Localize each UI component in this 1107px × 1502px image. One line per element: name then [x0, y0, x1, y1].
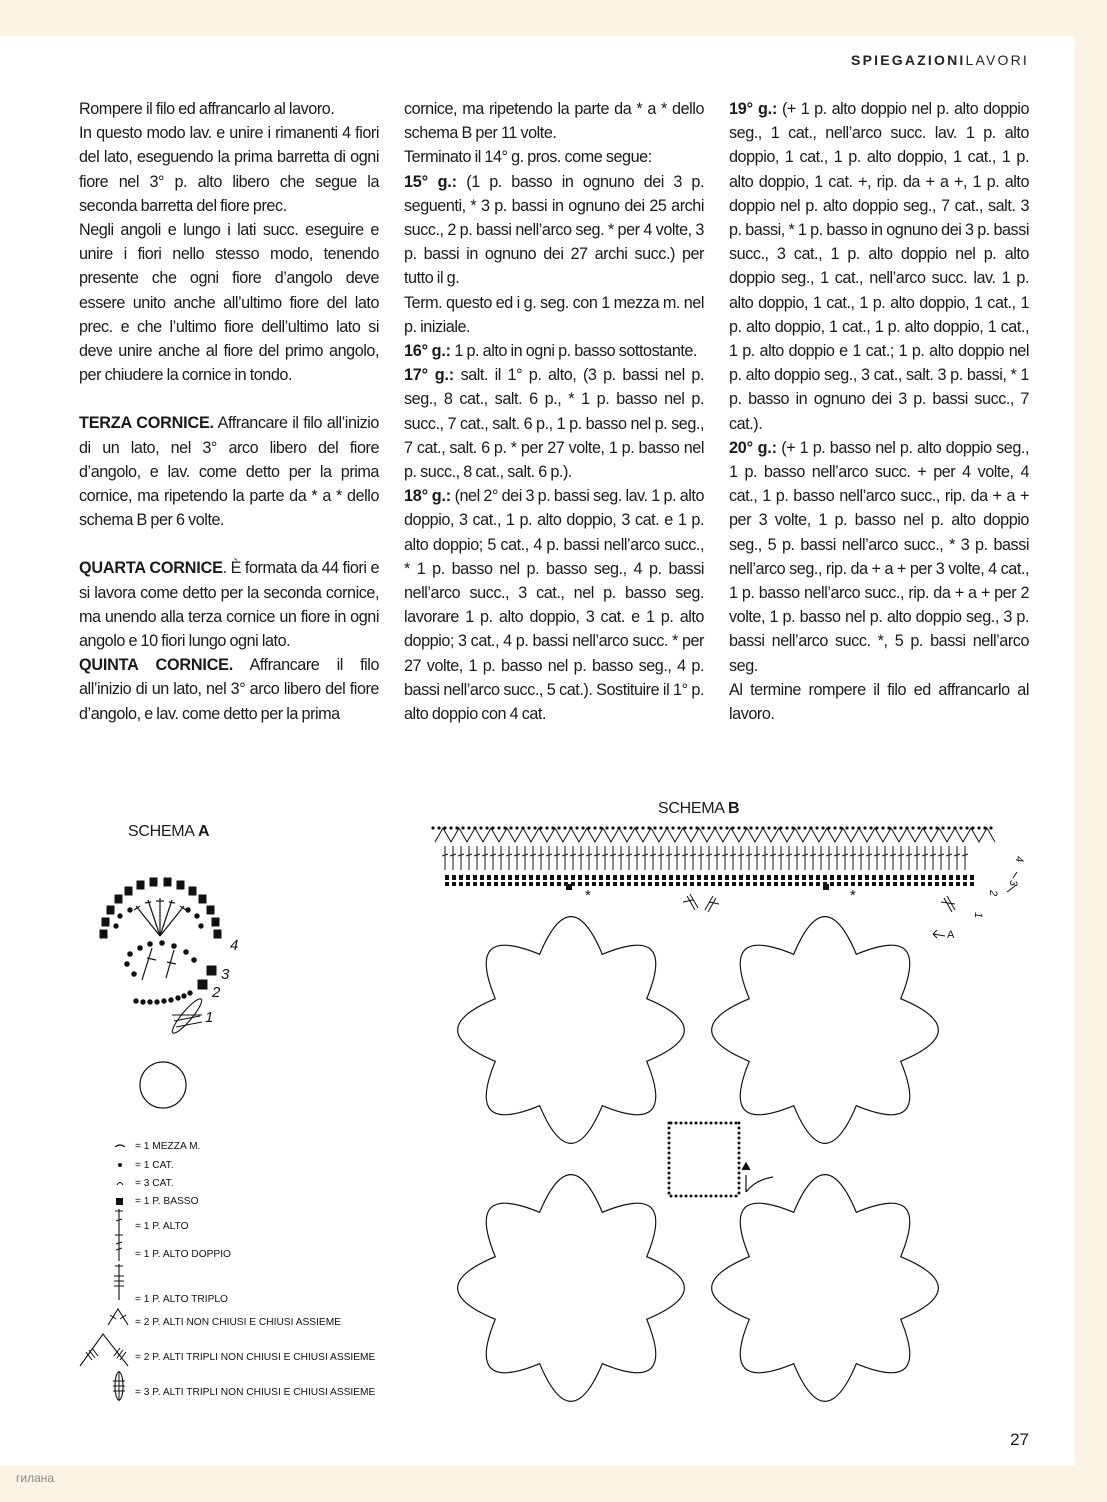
schema-b-diagram [425, 820, 1045, 1420]
legend-row [78, 1350, 418, 1368]
round-3-label: 3 [221, 966, 230, 983]
legend-label: = 2 P. ALTI NON CHIUSI E CHIUSI ASSIEME [135, 1317, 341, 1328]
round-2-stitches [142, 948, 176, 980]
marker-a-label: A [947, 929, 955, 941]
section-label: QUINTA CORNICE. [79, 656, 234, 675]
section-text: Affrancare il filo all’inizio di un lato, nel 3° arco libero del fiore d’angolo, e lav. come detto per la prima cornice, ma ripetendo la parte da * a * dello schema B per 6 volte. [79, 414, 379, 530]
flower-motif [712, 1175, 939, 1402]
round-20 [729, 436, 1029, 678]
flower-motif [458, 1175, 685, 1402]
legend-row [78, 1219, 418, 1237]
text-column-2 [404, 97, 704, 726]
round-1-dots [134, 991, 192, 1004]
border-round-4 [431, 826, 992, 829]
marker-arrow-icon [933, 930, 945, 938]
section-label: QUARTA CORNICE [79, 559, 223, 578]
paragraph: cornice, ma ripetendo la parte da * a * dello schema B per 11 volte. [404, 100, 704, 143]
round-1-label: 1 [972, 912, 984, 919]
legend-label: = 1 P. ALTO DOPPIO [135, 1249, 231, 1260]
flower-motif [458, 917, 685, 1144]
round-4-label: 4 [230, 937, 239, 954]
round-2-dots [125, 941, 197, 977]
border-round-3 [442, 846, 968, 870]
dc2tog-icon [78, 1311, 130, 1337]
legend-label: = 1 CAT. [135, 1160, 174, 1171]
flower-motifs [458, 917, 939, 1402]
legend-label: = 3 CAT. [135, 1178, 174, 1189]
round-15 [404, 170, 704, 291]
round-label: 18° g.: [404, 487, 451, 506]
section-label: TERZA CORNICE. [79, 414, 214, 433]
paragraph: Negli angoli e lungo i lati succ. eseguire e unire i fiori nello stesso modo, tenendo presente che ogni fiore d’angolo deve essere unito anche all’ultimo fiore del lato prec. e che l’ultimo fiore dell’ultimo lato si deve unire anche al fiore del primo angolo, per chiudere la cornice in tondo. [79, 221, 379, 385]
round-4-label: 4 [1013, 856, 1025, 863]
legend-label: = 3 P. ALTI TRIPLI NON CHIUSI E CHIUSI ASSIEME [135, 1387, 376, 1398]
round-label: 16° g.: [404, 342, 451, 361]
center-chain-square [668, 1122, 741, 1198]
round-16 [404, 339, 704, 363]
paragraph-quinta-cornice [79, 653, 379, 726]
schema-b-title [658, 800, 739, 818]
legend-row [78, 1385, 418, 1403]
schema-letter: B [727, 800, 740, 817]
schema-word: SCHEMA [128, 823, 194, 840]
border-round-2 [445, 875, 974, 886]
round-2-label: 2 [212, 984, 221, 1001]
paragraph: Terminato il 14° g. pros. come segue: [404, 148, 652, 167]
round-18 [404, 484, 704, 726]
fan-stitches [134, 898, 186, 936]
paragraph: Rompere il filo ed affrancarlo al lavoro. [79, 100, 335, 118]
round-text: 1 p. alto in ogni p. basso sottostante. [450, 342, 698, 361]
round-label: 15° g.: [404, 172, 457, 191]
round-text: salt. il 1° p. alto, (3 p. bassi nel p. seg., 8 cat., salt. 6 p., * 1 p. basso nel p. succ., 7 cat., salt. 6 p., 1 p. basso nel p. seg., 7 cat., salt. 6 p. * per 27 volte, 1 p. basso nel p. succ., 8 cat., salt. 6 p.). [404, 366, 704, 482]
header-bold: SPIEGAZIONI [851, 52, 966, 68]
paragraph: Al termine rompere il filo ed affrancarlo al lavoro. [729, 680, 1029, 724]
round-17 [404, 363, 704, 484]
legend-label: = 1 P. ALTO [135, 1221, 189, 1232]
round-1-stitch-group [169, 996, 205, 1036]
paragraph: Term. questo ed i g. seg. con 1 mezza m. nel p. iniziale. [404, 293, 704, 336]
round-1-label: 1 [205, 1009, 214, 1026]
paragraph-terza-cornice [79, 411, 379, 532]
round-19 [729, 97, 1029, 436]
legend-row [78, 1194, 418, 1212]
section-header [851, 52, 1029, 68]
round-label: 19° g.: [729, 100, 778, 118]
legend-row [78, 1247, 418, 1265]
watermark: гилана [16, 1471, 55, 1485]
round-label: 20° g.: [729, 438, 777, 457]
round-label: 17° g.: [404, 366, 454, 385]
round-2-block [198, 980, 207, 989]
round-2-label: 2 [987, 890, 999, 897]
text-column-1 [79, 97, 379, 726]
round-3-chains [114, 908, 203, 928]
start-arrow-icon [742, 1163, 773, 1192]
page-number: 27 [1010, 1430, 1029, 1449]
round-text: (nel 2° dei 3 p. bassi seg. lav. 1 p. alto doppio, 3 cat., 1 p. alto doppio, 3 cat. e 1 p. alto doppio; 5 cat., 4 p. bassi nell’arco succ., * 1 p. basso nel p. basso seg., 4 p. bassi nell’arco succ., 3 cat., nel p. basso seg. lavorare 1 p. alto doppio, 3 cat. e 1 p. alto doppio; 3 cat., 4 p. bassi nell’arco succ. * per 27 volte, 1 p. basso nel p. basso seg., 4 p. bassi nell’arco succ., 5 cat.). Sostituire il 1° p. alto doppio con 4 cat. [404, 487, 704, 724]
schema-a-diagram [90, 870, 260, 1060]
legend-label: = 2 P. ALTI TRIPLI NON CHIUSI E CHIUSI ASSIEME [135, 1352, 376, 1363]
round-3-block [207, 966, 216, 975]
double-crochet-icon [78, 1215, 130, 1241]
treble-crochet-icon [78, 1243, 130, 1269]
repeat-star: * [585, 887, 591, 904]
round-text: (+ 1 p. basso nel p. alto doppio seg., 1 p. basso nell’arco succ. + per 4 volte, 4 cat., 1 p. basso nell’arco succ., rip. da + a + per 3 volte, 1 p. basso nel p. alto doppio seg., 5 p. bassi nell’arco succ., * 3 p. bassi nell’arco seg., rip. da + a + per 3 volte, 4 cat., 1 p. basso nell’arco succ., rip. da + a + per 2 volte, 1 p. basso nel p. alto doppio seg., 3 p. bassi nell’arco succ. *, 5 p. bassi nell’arco seg. [729, 438, 1029, 675]
schema-letter: A [197, 823, 210, 840]
section-text: Affrancare il filo all’inizio di un lato, nel 3° arco libero del fiore d’angolo, e lav. come detto per la prima [79, 656, 379, 723]
repeat-star: * [850, 887, 856, 904]
schema-a-title [128, 823, 209, 841]
flower-motif [712, 917, 939, 1144]
schema-word: SCHEMA [658, 800, 724, 817]
legend-label: = 1 MEZZA M. [135, 1141, 201, 1152]
paragraph-quarta-cornice [79, 556, 379, 653]
legend-row [78, 1292, 418, 1310]
text-column-3 [729, 97, 1029, 726]
round-3-label: 3 [1007, 880, 1019, 887]
round-text: (+ 1 p. alto doppio nel p. alto doppio seg., 1 cat., nell’arco succ. lav. 1 p. alto doppio, 1 cat., 1 p. alto doppio, 1 cat., 1 p. alto doppio, 1 cat. +, rip. da + a +, 1 p. alto doppio nel p. alto doppio seg., 7 cat., salt. 3 p. bassi, * 1 p. basso in ognuno dei 3 p. bassi succ., 3 cat., 1 p. alto doppio nel p. alto doppio seg., 1 cat., nell’arco succ. lav. 1 p. alto doppio, 1 cat., 1 p. alto doppio, 1 cat., 1 p. alto doppio, 1 cat., 1 p. alto doppio, 1 cat., 1 p. alto doppio e 1 cat.; 1 p. alto doppio nel p. alto doppio seg., 3 cat., salt. 3 p. bassi, * 1 p. basso in ognuno dei 3 p. bassi succ., 7 cat.). [729, 100, 1029, 433]
legend-row [78, 1315, 418, 1333]
round-text: (1 p. basso in ognuno dei 3 p. seguenti, * 3 p. bassi in ognuno dei 25 archi succ., 2 p. bassi nell’arco seg. * per 4 volte, 3 p. bassi in ognuno dei 27 archi succ.) per tutto il g. [404, 172, 704, 288]
paragraph: In questo modo lav. e unire i rimanenti 4 fiori del lato, eseguendo la prima barretta di ogni fiore nel 3° p. alto libero che segue la seconda barretta del fiore prec. [79, 124, 379, 215]
legend-label: = 1 P. BASSO [135, 1196, 199, 1207]
legend-label: = 1 P. ALTO TRIPLO [135, 1294, 228, 1305]
single-crochet-icon [78, 1190, 130, 1216]
header-light: LAVORI [965, 52, 1029, 68]
dtr2tog-icon [78, 1346, 130, 1372]
section-text: . È formata da 44 fiori e si lavora come detto per la seconda cornice, ma unendo alla terza cornice un fiore in ogni angolo e 10 fiori lungo ogni lato. [79, 559, 379, 651]
dtr3tog-icon [78, 1381, 130, 1407]
